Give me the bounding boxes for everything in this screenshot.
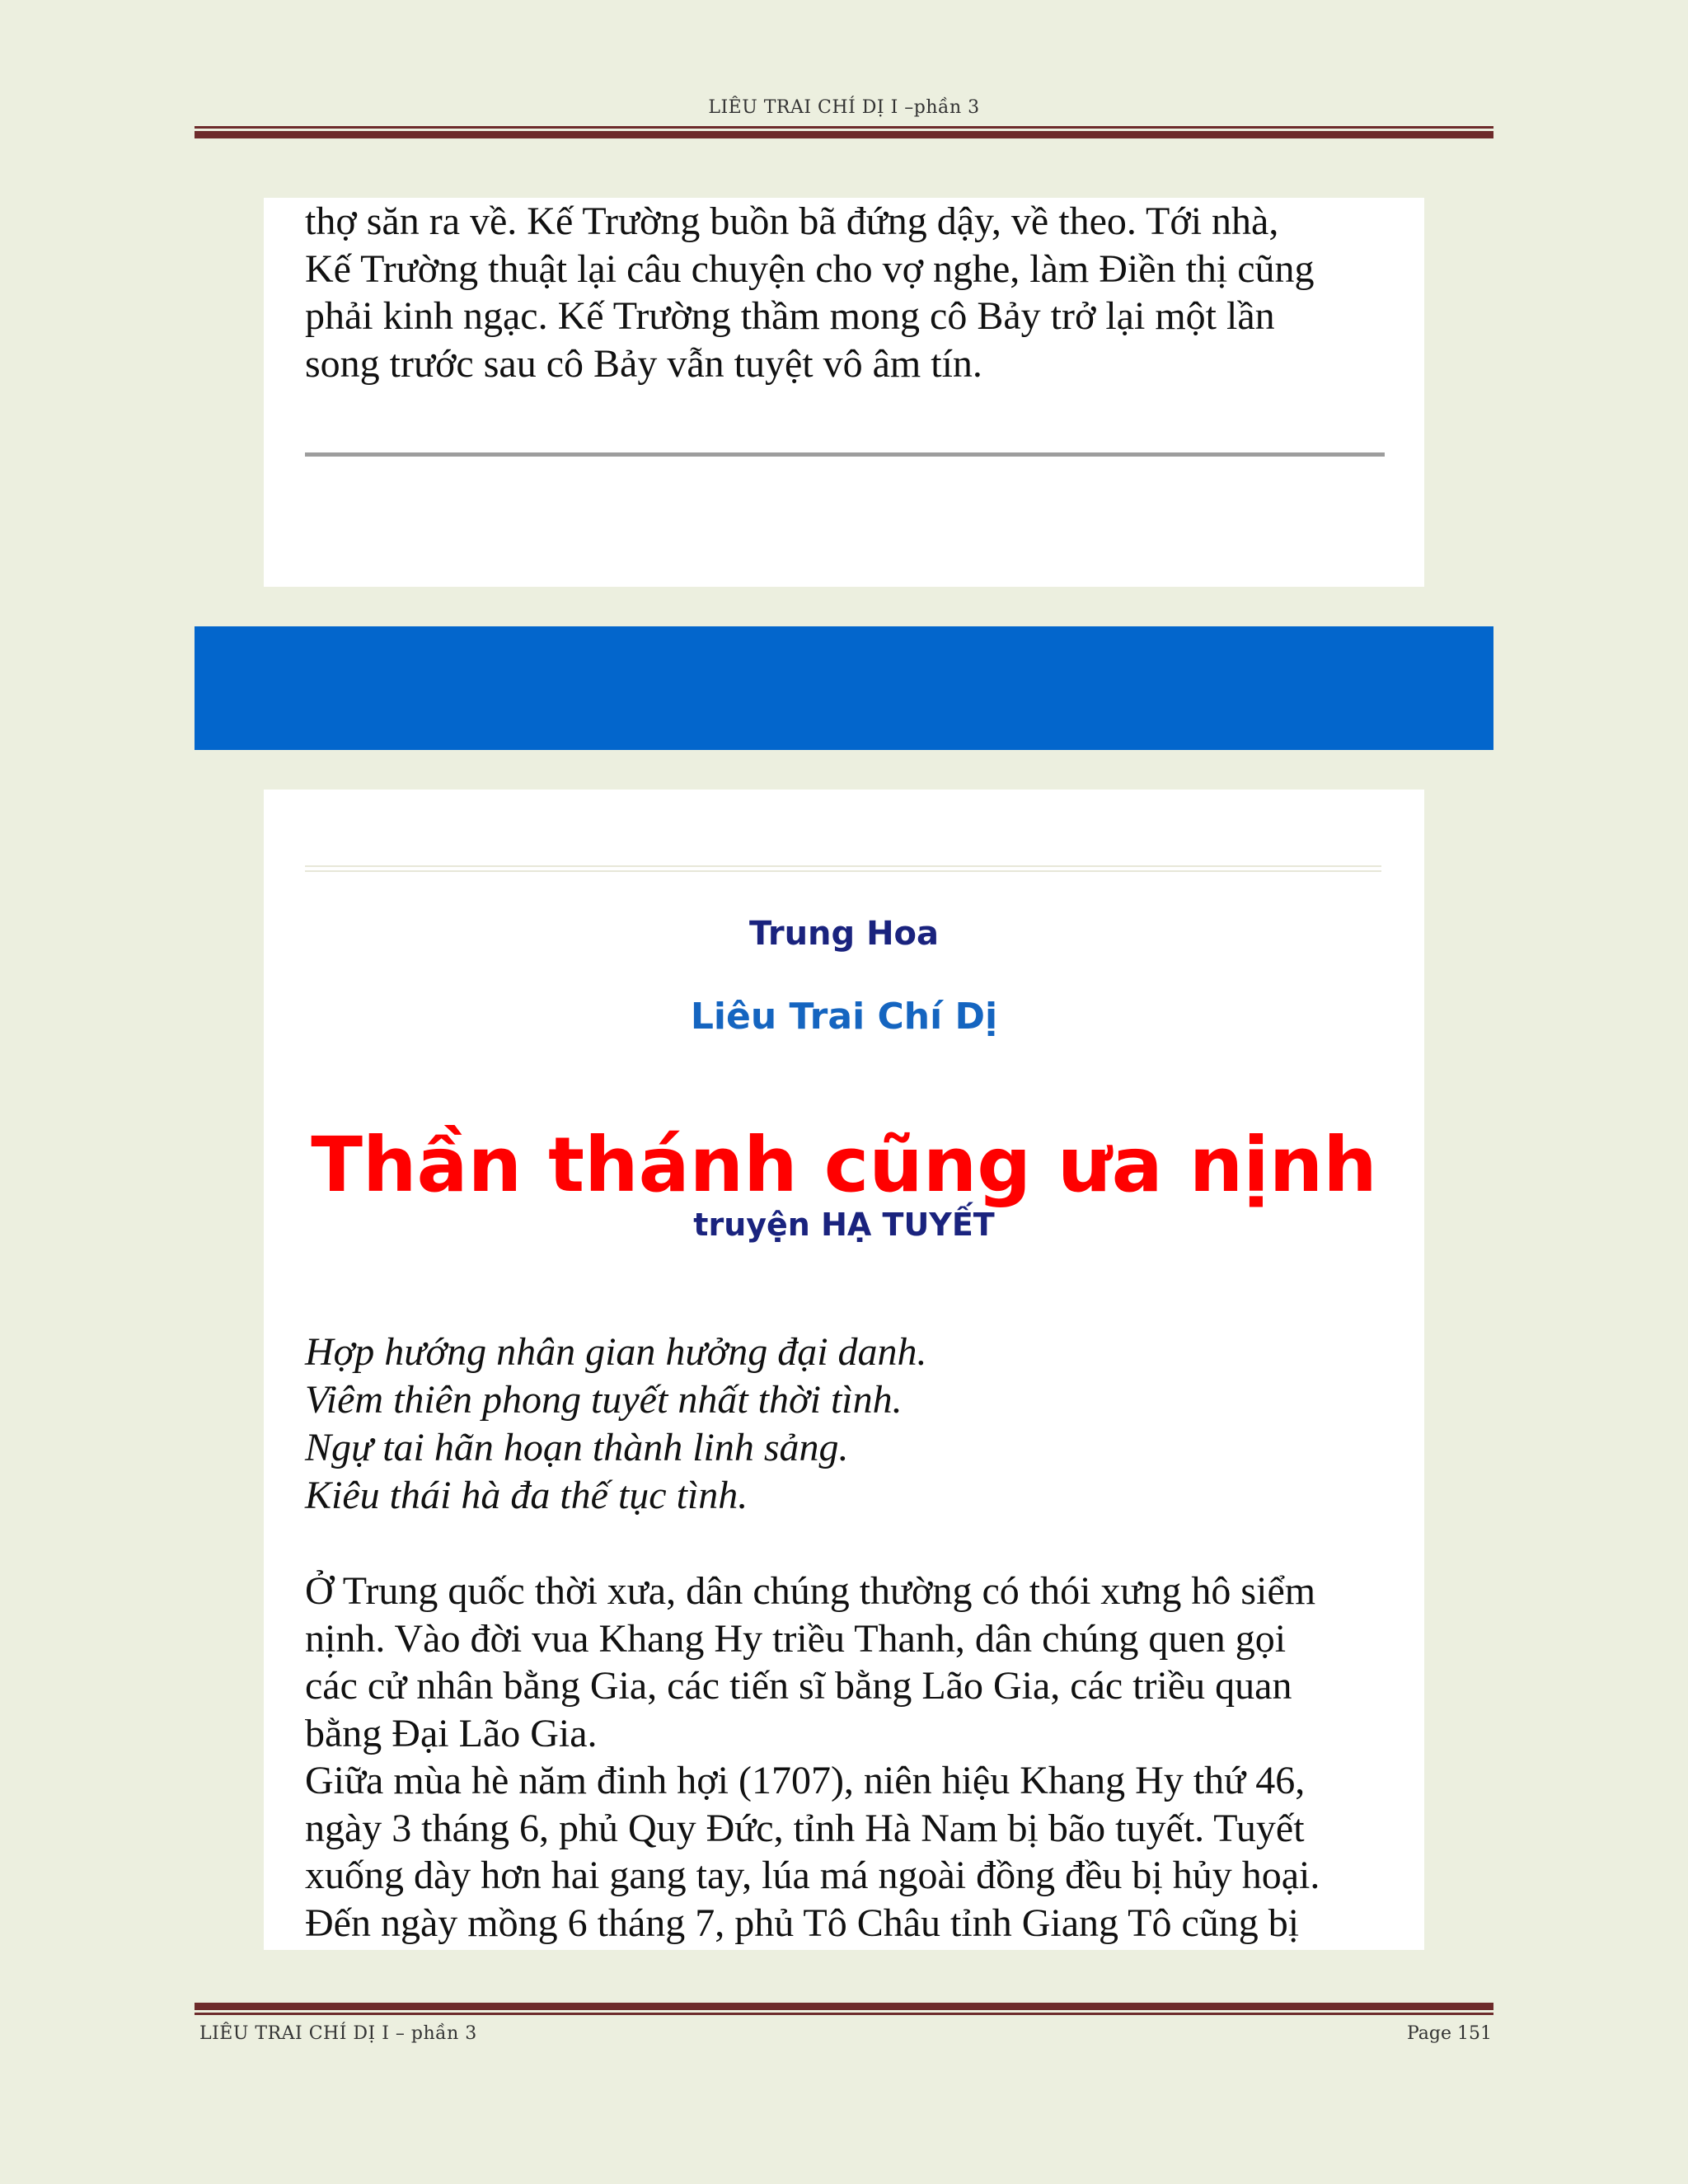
page-number: Page 151 bbox=[1406, 2023, 1492, 2044]
top-panel-text bbox=[305, 198, 1401, 387]
region-label: Trung Hoa bbox=[748, 915, 940, 953]
text-line: bằng Đại Lão Gia. bbox=[305, 1711, 598, 1755]
collection-label: Liêu Trai Chí Dị bbox=[690, 996, 998, 1038]
header-rule-thin bbox=[195, 126, 1493, 129]
section-divider bbox=[305, 452, 1385, 457]
poem-line: Viêm thiên phong tuyết nhất thời tình. bbox=[305, 1378, 903, 1422]
footer-title: LIÊU TRAI CHÍ DỊ I – phần 3 bbox=[199, 2023, 477, 2044]
text-line: xuống dày hơn hai gang tay, lúa má ngoài đồng đều bị hủy hoại. bbox=[305, 1854, 1320, 1897]
story-body bbox=[305, 1568, 1401, 1947]
blue-band bbox=[195, 626, 1493, 750]
text-line: phải kinh ngạc. Kế Trường thầm mong cô Bảy trở lại một lần bbox=[305, 294, 1275, 338]
text-line: các cử nhân bằng Gia, các tiến sĩ bằng Lão Gia, các triều quan bbox=[305, 1664, 1292, 1708]
text-line: Đến ngày mồng 6 tháng 7, phủ Tô Châu tỉnh Giang Tô cũng bị bbox=[305, 1900, 1300, 1945]
text-line: Ở Trung quốc thời xưa, dân chúng thường có thói xưng hô siểm bbox=[305, 1569, 1316, 1613]
poem bbox=[305, 1329, 1401, 1520]
poem-line: Ngự tai hãn hoạn thành linh sảng. bbox=[305, 1426, 849, 1469]
page-header-title: LIÊU TRAI CHÍ DỊ I –phần 3 bbox=[708, 97, 980, 118]
text-line: nịnh. Vào đời vua Khang Hy triều Thanh, dân chúng quen gọi bbox=[305, 1616, 1287, 1661]
footer-rule-thick bbox=[195, 2003, 1493, 2010]
poem-line: Kiêu thái hà đa thế tục tình. bbox=[305, 1474, 748, 1517]
header-rule-thick bbox=[195, 131, 1493, 138]
text-line: ngày 3 tháng 6, phủ Quy Đức, tỉnh Hà Nam bị bão tuyết. Tuyết bbox=[305, 1806, 1305, 1850]
footer-rule-thin bbox=[195, 2013, 1493, 2015]
text-line: thợ săn ra về. Kế Trường buồn bã đứng dậy, về theo. Tới nhà, bbox=[305, 199, 1279, 243]
poem-line: Hợp hướng nhân gian hưởng đại danh. bbox=[305, 1330, 927, 1374]
text-line: Giữa mùa hè năm đinh hợi (1707), niên hiệu Khang Hy thứ 46, bbox=[305, 1759, 1306, 1802]
text-line: Kế Trường thuật lại câu chuyện cho vợ nghe, làm Điền thị cũng bbox=[305, 246, 1315, 291]
story-translator: truyện HẠ TUYẾT bbox=[693, 1207, 995, 1243]
story-title: Thần thánh cũng ưa nịnh bbox=[311, 1121, 1377, 1209]
text-line: song trước sau cô Bảy vẫn tuyệt vô âm tín. bbox=[305, 341, 982, 386]
double-divider bbox=[305, 865, 1381, 872]
